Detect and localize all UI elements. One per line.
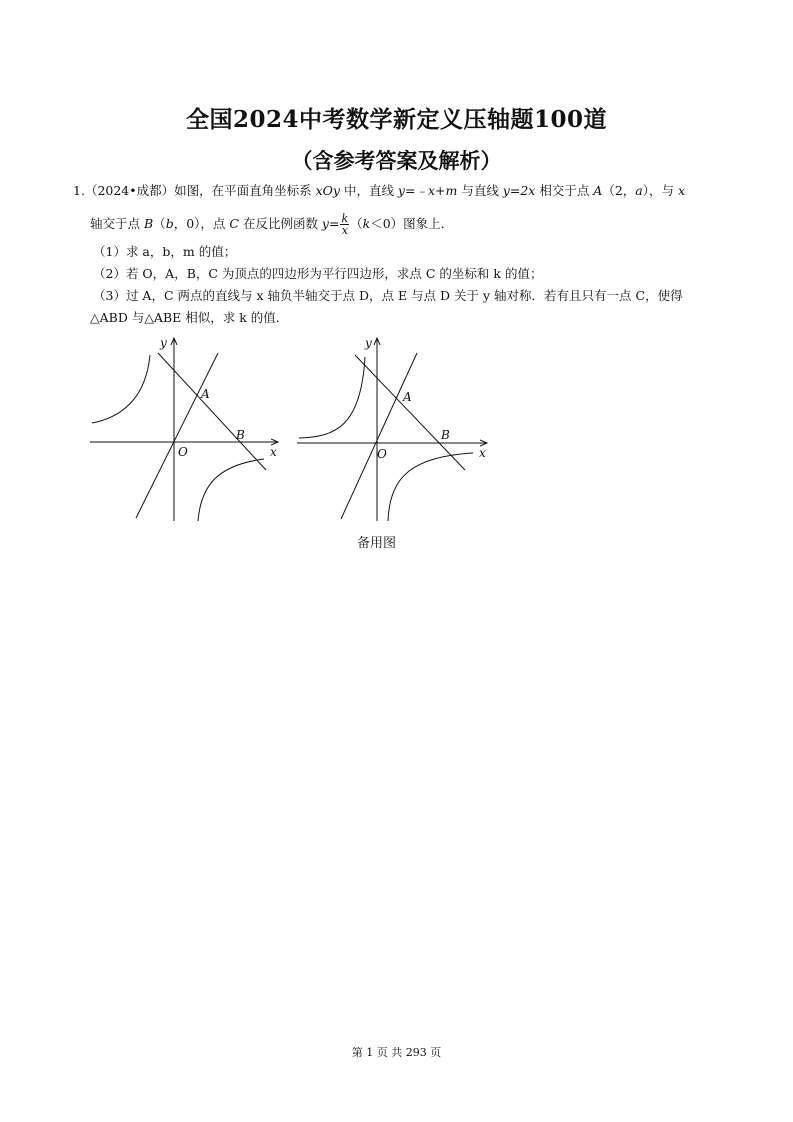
hyperbola-branch-left [92,355,150,423]
page-subtitle: （含参考答案及解析） [291,148,502,173]
question-line-1 [73,183,685,199]
text-segment: 如图，在平面直角坐标系 [174,183,316,198]
label-A: A [201,387,210,401]
math-term: x [677,183,686,198]
figure-2 [295,335,495,529]
fraction [340,213,349,236]
math-equation: y=﹣x+m [397,183,458,198]
text-segment: 在反比例函数 [238,216,322,231]
figure-1 [88,335,288,529]
math-equation: y=2x [502,183,536,198]
label-B: B [441,428,450,442]
text-segment: ，0），点 [173,216,230,231]
hyperbola-branch-right [198,459,264,521]
text-segment: ＜0）图象上． [370,216,454,231]
page-title: 全国2024中考数学新定义压轴题100道 [185,106,608,133]
math-term: C [229,216,239,231]
label-O: O [178,445,188,459]
label-x: x [479,446,486,460]
math-term: xOy [315,183,340,198]
question-part-1: （1）求 a，b，m 的值； [93,244,237,259]
math-term: y= [321,216,340,231]
text-segment: （ [350,216,363,231]
math-term: a [635,183,643,198]
question-source: （2024•成都） [84,183,175,198]
math-term: b [165,216,174,231]
coordinate-graph-2 [295,335,495,525]
hyperbola-branch-left [299,357,365,438]
hyperbola-branch-right [388,453,473,521]
label-A: A [403,390,412,404]
math-term: k [362,216,371,231]
text-segment: 轴交于点 [90,216,144,231]
fraction-numerator: k [341,212,349,225]
question-part-3-cont: △ABD 与△ABE 相似，求 k 的值． [90,310,289,325]
label-O: O [377,447,387,461]
figure-caption: 备用图 [357,536,397,551]
question-part-3: （3）过 A，C 两点的直线与 x 轴负半轴交于点 D，点 E 与点 D 关于 y 轴对称．若有且只有一点 C，使得 [93,288,683,303]
line-y-2x [136,353,218,518]
text-segment: 与直线 [457,183,503,198]
label-B: B [236,428,245,442]
math-term: A [593,183,603,198]
text-segment: ），与 [642,183,678,198]
question-line-2 [90,213,453,236]
text-segment: 相交于点 [535,183,594,198]
label-y: y [365,336,372,350]
math-term: B [143,216,154,231]
label-x: x [270,445,277,459]
line-y-2x [341,353,417,519]
question-part-2: （2）若 O，A，B，C 为顶点的四边形为平行四边形，求点 C 的坐标和 k 的值； [93,266,543,281]
text-segment: 中，直线 [339,183,398,198]
label-y: y [160,336,167,350]
text-segment: （ [153,216,166,231]
coordinate-graph-1 [88,335,288,525]
question-number: 1. [73,183,85,198]
text-segment: （2， [602,183,636,198]
fraction-denominator: x [341,224,348,237]
page-footer: 第 1 页 共 293 页 [351,1046,442,1059]
